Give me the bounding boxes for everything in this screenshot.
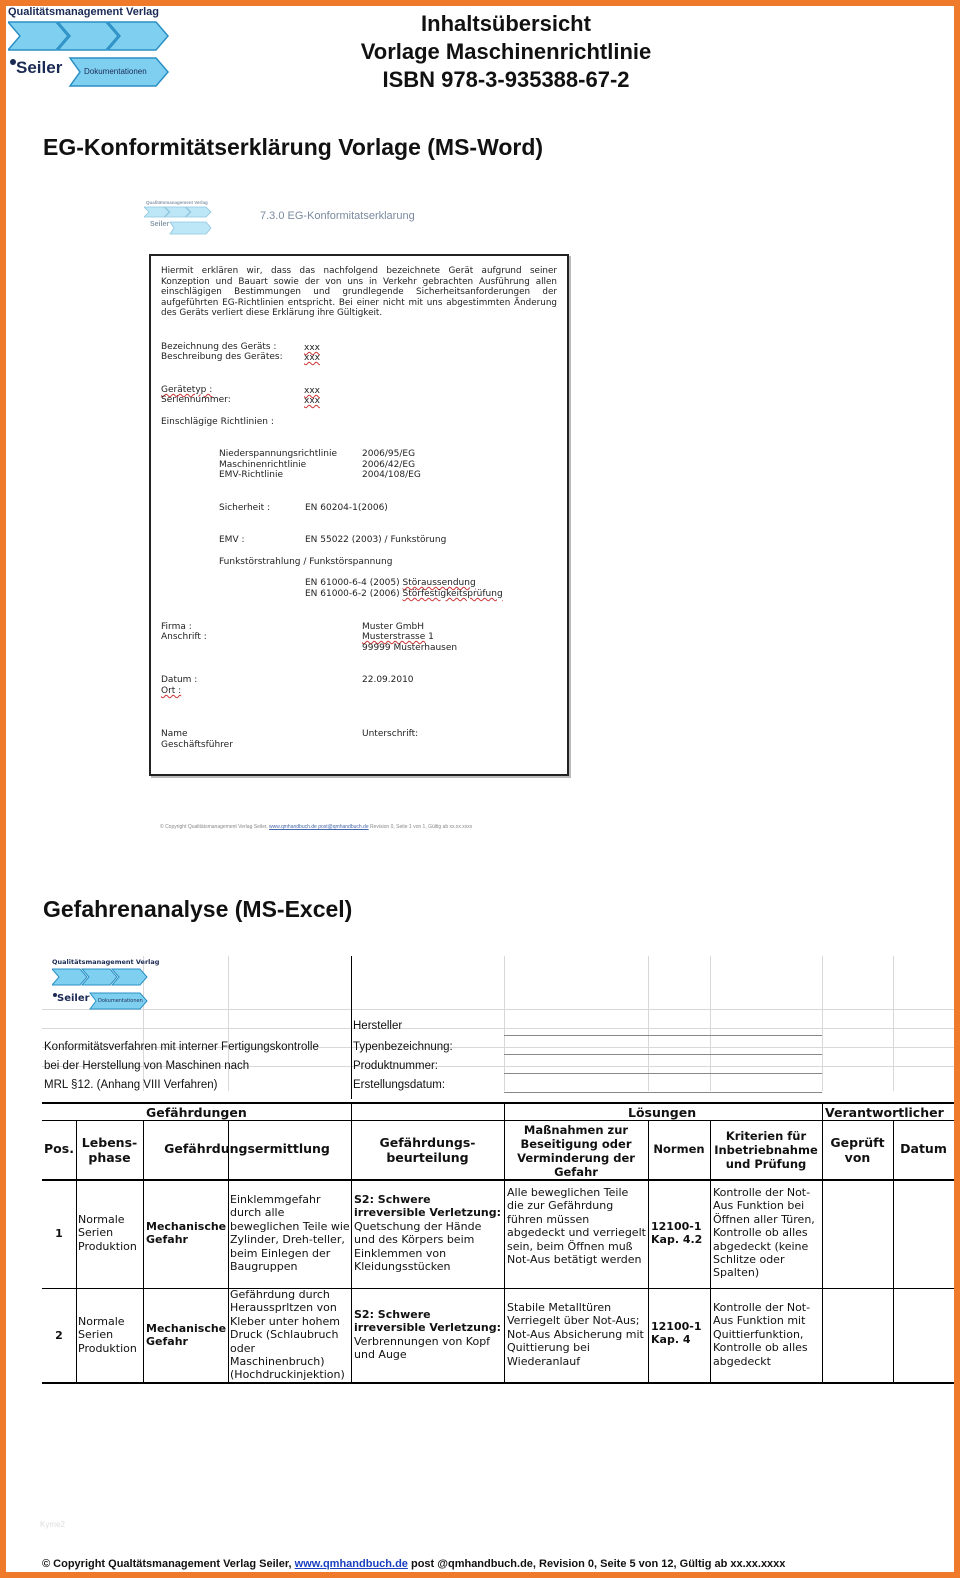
column-border [351, 1102, 352, 1383]
field-block-divider [351, 956, 352, 1099]
gridline [710, 956, 711, 1091]
label-datum: Datum : [161, 675, 198, 685]
gridline [42, 1028, 954, 1029]
directive-value-2: 2006/42/EG [362, 460, 416, 470]
word-mini-logo-brand: Seiler [150, 221, 170, 228]
field-typenbezeichnung: Typenbezeichnung: [353, 1041, 453, 1053]
label-seriennummer: Seriennummer: [161, 395, 231, 405]
row2-normen: 12100-1 Kap. 4 [651, 1320, 702, 1347]
value-datum: 22.09.2010 [362, 675, 414, 685]
label-beschreibung: Beschreibung des Gerätes: [161, 352, 283, 362]
col-header-ermittlung: Gefährdungsermittlung [164, 1141, 330, 1156]
footer-revision: post @qmhandbuch.de, Revision 0, Seite 5 von 12, Gültig ab xx.xx.xxxx [410, 1558, 786, 1570]
value-emv: EN 55022 (2003) / Funkstörung [305, 535, 447, 545]
field-produktnummer: Produktnummer: [353, 1060, 439, 1072]
label-ort: Ort : [161, 686, 182, 696]
row2-beurteilung-detail: Verbrennungen von Kopf und Auge [354, 1334, 491, 1362]
standard-en2-prefix: EN 61000-6-2 (2006) [305, 589, 400, 599]
col-header-datum: Datum [900, 1141, 947, 1156]
row2-kriterien: Kontrolle der Not-Aus Funktion mit Quittierfunktion, Kontrolle ob alles abgedeckt [713, 1301, 811, 1368]
label-funkstoer: Funkstörstrahlung / Funkstörspannung [219, 557, 393, 567]
row1-pos: 1 [55, 1227, 63, 1240]
label-anschrift: Anschrift : [161, 632, 207, 642]
standard-en2-word: Störfestigkeitsprüfung [402, 589, 503, 599]
excel-chevron-icon [52, 967, 152, 1013]
gridline [504, 956, 505, 1091]
input-underline [504, 1073, 822, 1074]
row1-massnahmen: Alle beweglichen Teile die zur Gefährdung führen müssen abgedeckt und verriegelt sein, beim Öffnen muß Not-Aus betätigt werden [507, 1186, 646, 1267]
col-header-geprueft: Geprüft von [830, 1135, 885, 1165]
value-street-number: 1 [428, 632, 434, 642]
value-firma: Muster GmbH [362, 622, 425, 632]
row1-normen: 12100-1 Kap. 4.2 [651, 1220, 703, 1247]
footer-link[interactable]: www.qmhandbuch.de [294, 1558, 408, 1570]
field-erstellungsdatum: Erstellungsdatum: [353, 1079, 446, 1091]
label-name: Name [161, 729, 188, 739]
row1-phase: Normale Serien Produktion [78, 1213, 137, 1253]
header-title-line3: ISBN 978-3-935388-67-2 [382, 67, 630, 92]
column-border [228, 1120, 229, 1383]
word-mini-logo [144, 200, 224, 236]
word-document-preview [149, 254, 569, 776]
column-border [143, 1120, 144, 1383]
row1-severity: S2: Schwere irreversible Verletzung: [354, 1193, 502, 1220]
col-header-normen: Normen [653, 1142, 705, 1156]
row1-beurteilung [354, 1193, 502, 1273]
row1-kriterien: Kontrolle der Not-Aus Funktion bei Öffnen aller Türen, Kontrolle ob alles abgedeckt (keine Schlitze oder Spalten) [713, 1186, 815, 1280]
row1-beurteilung-detail: Quetschung der Hände und des Körpers beim Einklemmen von Kleidungsstücken [354, 1219, 482, 1274]
input-underline [504, 1035, 822, 1036]
directive-value-1: 2006/95/EG [362, 449, 416, 459]
word-section-heading: EG-Konformitätserklärung Vorlage (MS-Word) [43, 134, 544, 160]
procedure-line-2: bei der Herstellung von Maschinen nach [44, 1060, 250, 1072]
row-border [42, 1288, 954, 1289]
directive-value-3: 2004/108/EG [362, 470, 421, 480]
row1-gefahr: Mechanische Gefahr [146, 1220, 227, 1247]
label-geraetetyp: Gerätetyp : [161, 385, 213, 395]
logo-tag: Dokumentationen [84, 67, 147, 76]
procedure-line-1: Konformitätsverfahren mit interner Fertigungskontrolle [44, 1041, 319, 1053]
standard-en-61000-6-4 [305, 578, 476, 588]
page-footer [42, 1558, 785, 1570]
value-street [362, 632, 434, 642]
group-verantwortlicher: Verantwortlicher [825, 1105, 944, 1120]
gridline [42, 1009, 954, 1010]
standard-en1-prefix: EN 61000-6-4 (2005) [305, 578, 400, 588]
footer-copyright: © Copyright Qualtätsmanagement Verlag Seiler, [42, 1558, 292, 1570]
word-doc-copyright [160, 824, 472, 830]
standard-en1-word: Störaussendung [402, 578, 476, 588]
column-border [893, 1120, 894, 1383]
row2-ermittlung: Gefährdung durch Heraussprltzen von Kleber unter hohem Druck (Schlaubruch oder Maschinenbruch) (Hochdruckinjektion) [230, 1288, 345, 1382]
label-unterschrift: Unterschrift: [362, 729, 419, 739]
value-seriennummer: xxx [304, 396, 320, 406]
faint-watermark: Kyme2 [40, 1520, 65, 1529]
word-mini-logo-title: Qualitätsmanagement Verlag [146, 200, 208, 205]
publisher-logo [8, 6, 178, 90]
label-emv: EMV : [219, 535, 245, 545]
directive-name-3: EMV-Richtlinie [219, 470, 284, 480]
excel-mini-logo-title: Qualitätsmanagement Verlag [52, 958, 160, 966]
word-doc-subtitle: 7.3.0 EG-Konformitatserklarung [260, 210, 415, 222]
gridline [648, 956, 649, 1091]
value-bezeichnung: xxx [304, 343, 320, 353]
label-geschaeftsfuehrer: Geschäftsführer [161, 740, 233, 750]
value-city: 99999 Musterhausen [362, 643, 458, 653]
excel-mini-logo [52, 958, 160, 1014]
chevron-logo-icon [8, 20, 178, 90]
column-border [504, 1102, 505, 1383]
value-geraetetyp: xxx [304, 386, 320, 396]
row2-pos: 2 [55, 1329, 63, 1342]
label-bezeichnung: Bezeichnung des Geräts : [161, 342, 277, 352]
table-bottom-border [42, 1382, 954, 1384]
excel-sheet-preview [42, 946, 954, 1386]
group-header-border [42, 1120, 954, 1121]
excel-section-heading: Gefahrenanalyse (MS-Excel) [43, 896, 353, 922]
gridline [822, 956, 823, 1091]
row2-gefahr: Mechanische Gefahr [146, 1322, 227, 1349]
input-underline [504, 1092, 822, 1093]
col-header-pos: Pos. [44, 1141, 74, 1156]
value-sicherheit: EN 60204-1(2006) [305, 503, 388, 513]
value-street-name: Musterstrasse [362, 632, 426, 642]
field-hersteller: Hersteller [353, 1020, 403, 1032]
table-top-border [42, 1102, 954, 1104]
row2-beurteilung [354, 1308, 502, 1362]
col-header-massnahmen: Maßnahmen zur Beseitigung oder Verminderung der Gefahr [517, 1123, 635, 1179]
row2-phase: Normale Serien Produktion [78, 1315, 137, 1355]
label-firma: Firma : [161, 622, 192, 632]
value-beschreibung: xxx [304, 353, 320, 363]
row1-ermittlung: Einklemmgefahr durch alle beweglichen Teile wie Zylinder, Dreh-teller, beim Einlegen der Baugruppen [230, 1193, 350, 1274]
excel-mini-logo-brand: Seiler [57, 993, 90, 1004]
label-sicherheit: Sicherheit : [219, 503, 271, 513]
procedure-line-3: MRL §12. (Anhang VIII Verfahren) [44, 1079, 218, 1091]
col-header-kriterien: Kriterien für Inbetriebnahme und Prüfung [714, 1129, 818, 1171]
gridline [893, 956, 894, 1091]
group-loesungen: Lösungen [628, 1105, 697, 1120]
document-header-title [336, 10, 676, 94]
row2-severity: S2: Schwere irreversible Verletzung: [354, 1308, 502, 1335]
directive-name-2: Maschinenrichtlinie [219, 460, 307, 470]
col-header-lebensphase: Lebens-phase [81, 1135, 138, 1165]
header-title-line1: Inhaltsübersicht [421, 11, 591, 36]
label-richtlinien: Einschlägige Richtlinien : [161, 417, 274, 427]
group-gefaehrdungen: Gefährdungen [146, 1105, 247, 1120]
declaration-intro: Hiermit erklären wir, dass das nachfolgend bezeichnete Gerät aufgrund seiner Konzeption und Bauart sowie der von uns in Verkehr gebrachten Ausführung allen einschlägigen Bestimmungen und grundlegende Sicherheitsanforderungen der aufgeführten EG-Richtlinien entspricht. Bei einer nicht mit uns abgestimmten Änderung des Geräts verliert diese Erklärung ihre Gültigkeit. [161, 266, 557, 318]
logo-brand: Seiler [16, 58, 63, 77]
logo-title: Qualitätsmanagement Verlag [8, 6, 159, 18]
word-copyright-pre: © Copyright Qualitätsmanagement Verlag Seiler, [160, 824, 268, 830]
header-bottom-border [42, 1179, 954, 1181]
input-underline [504, 1054, 822, 1055]
row2-massnahmen: Stabile Metalltüren Verriegelt über Not-Aus; Not-Aus Absicherung mit Quittierung bei Wiederanlauf [507, 1301, 644, 1368]
excel-mini-logo-tag: Dokumentationen [98, 998, 143, 1004]
word-copyright-link[interactable]: www.qmhandbuch.de post@qmhandbuch.de [269, 824, 369, 830]
header-title-line2: Vorlage Maschinenrichtlinie [360, 39, 652, 64]
col-header-beurteilung: Gefährdungs-beurteilung [379, 1135, 476, 1165]
directive-name-1: Niederspannungsrichtlinie [219, 449, 337, 459]
standard-en-61000-6-2 [305, 589, 503, 599]
column-border [648, 1120, 649, 1383]
word-copyright-post: Revision 0, Seite 1 von 1, Gültig ab xx.xx.xxxx [370, 824, 473, 830]
